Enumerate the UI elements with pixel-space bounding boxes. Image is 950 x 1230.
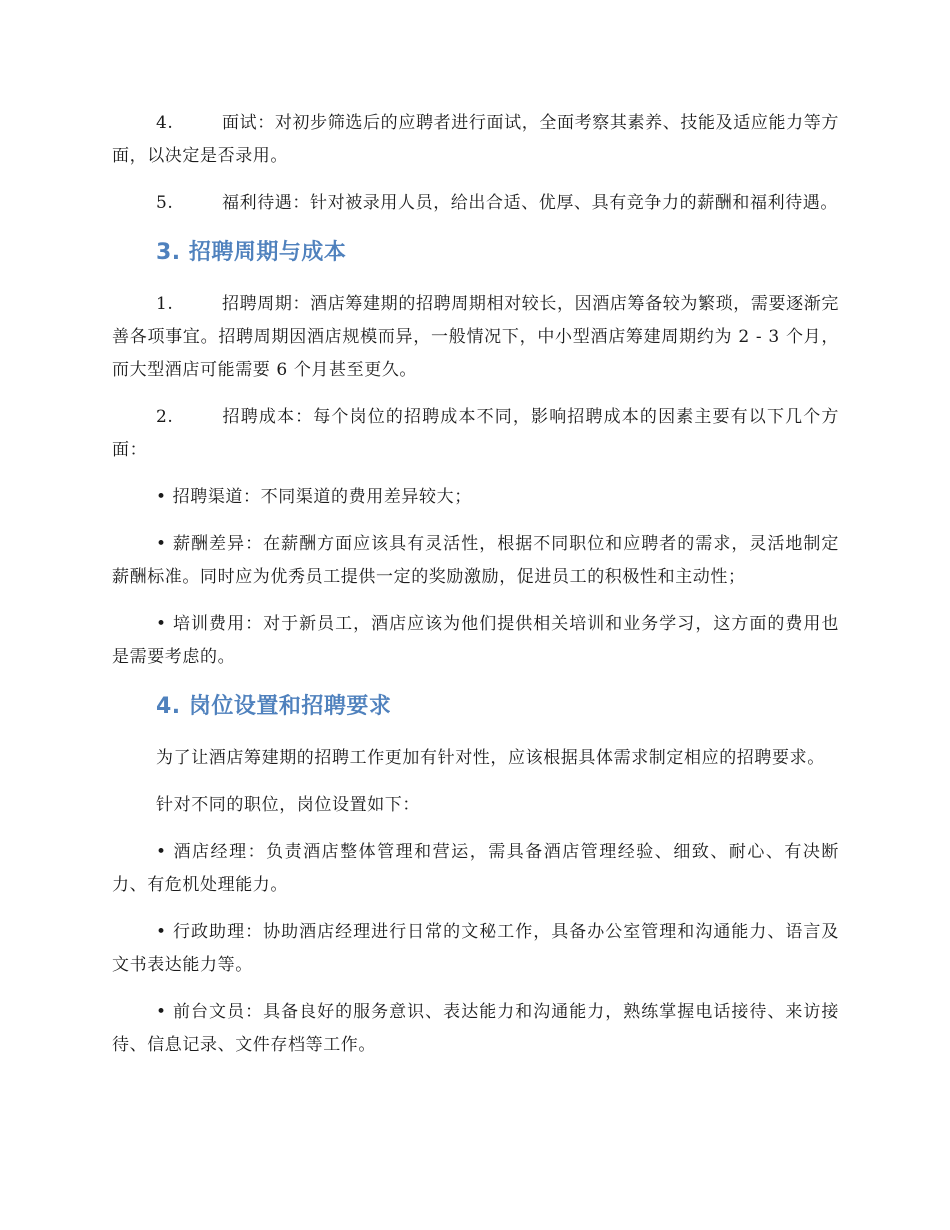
list-item-recruitment-cost xyxy=(112,401,839,467)
item-number: 4. xyxy=(156,113,174,133)
list-item-interview xyxy=(112,107,839,173)
bullet-item: • 培训费用：对于新员工，酒店应该为他们提供相关培训和业务学习，这方面的费用也是需要考虑的。 xyxy=(112,614,839,667)
bullet-item: • 招聘渠道：不同渠道的费用差异较大； xyxy=(156,487,472,507)
list-item-benefits xyxy=(112,187,839,220)
list-item-recruitment-cycle xyxy=(112,288,839,387)
bullet-item: • 酒店经理：负责酒店整体管理和营运，需具备酒店管理经验、细致、耐心、有决断力、有危机处理能力。 xyxy=(112,842,839,895)
section-heading-recruitment-cycle-cost: 3. 招聘周期与成本 xyxy=(156,240,347,265)
item-text: 招聘周期：酒店筹建期的招聘周期相对较长，因酒店筹备较为繁琐，需要逐渐完善各项事宜。招聘周期因酒店规模而异，一般情况下，中小型酒店筹建周期约为 2 - 3 个月，而大型酒店可能需要 6 个月甚至更久。 xyxy=(112,294,839,380)
item-number: 1. xyxy=(156,294,174,314)
bullet-item: • 行政助理：协助酒店经理进行日常的文秘工作，具备办公室管理和沟通能力、语言及文书表达能力等。 xyxy=(112,922,839,975)
document-body xyxy=(112,107,839,1076)
item-text: 福利待遇：针对被录用人员，给出合适、优厚、具有竞争力的薪酬和福利待遇。 xyxy=(222,193,838,213)
paragraph: 针对不同的职位，岗位设置如下： xyxy=(156,795,420,815)
item-number: 5. xyxy=(156,193,174,213)
item-text: 面试：对初步筛选后的应聘者进行面试，全面考察其素养、技能及适应能力等方面，以决定是否录用。 xyxy=(112,113,839,166)
item-text: 招聘成本：每个岗位的招聘成本不同，影响招聘成本的因素主要有以下几个方面： xyxy=(112,407,839,460)
item-number: 2. xyxy=(156,407,174,427)
section-heading-positions-requirements: 4. 岗位设置和招聘要求 xyxy=(156,694,392,719)
bullet-item: • 薪酬差异：在薪酬方面应该具有灵活性，根据不同职位和应聘者的需求，灵活地制定薪酬标准。同时应为优秀员工提供一定的奖励激励，促进员工的积极性和主动性； xyxy=(112,534,839,587)
bullet-item: • 前台文员：具备良好的服务意识、表达能力和沟通能力，熟练掌握电话接待、来访接待、信息记录、文件存档等工作。 xyxy=(112,1002,839,1055)
paragraph: 为了让酒店筹建期的招聘工作更加有针对性，应该根据具体需求制定相应的招聘要求。 xyxy=(156,748,825,768)
